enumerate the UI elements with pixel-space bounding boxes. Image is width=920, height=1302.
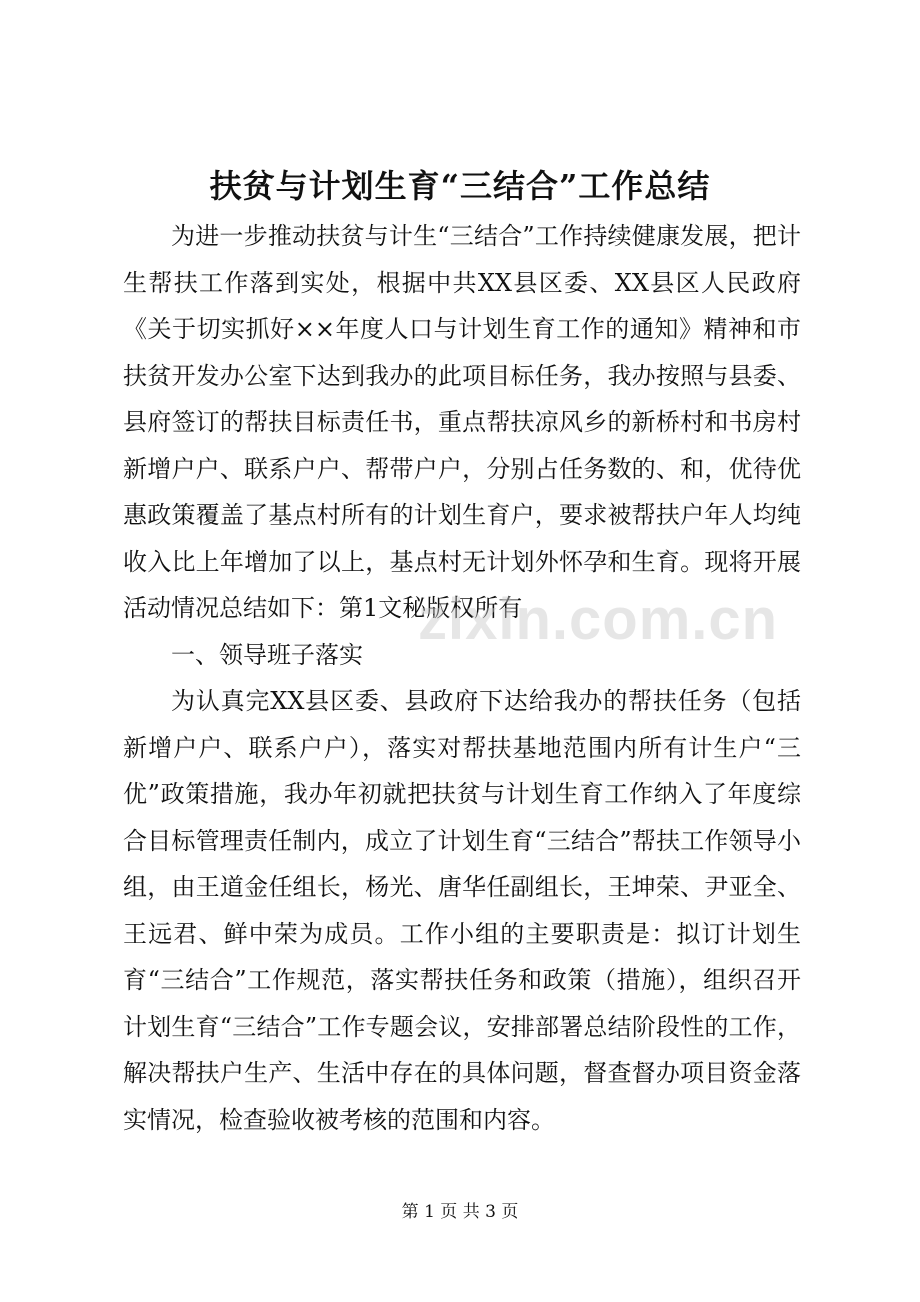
site-watermark: zixin.com.cn — [418, 587, 779, 652]
page-footer: 第 1 页 共 3 页 — [401, 1202, 519, 1222]
document-body — [123, 213, 801, 1143]
paragraph-intro: 为进一步推动扶贫与计生“三结合”工作持续健康发展，把计生帮扶工作落到实处，根据中共XX县区委、XX县区人民政府《关于切实抓好××年度人口与计划生育工作的通知》精神和市扶贫开发办公室下达到我办的此项目标任务，我办按照与县委、县府签订的帮扶目标责任书，重点帮扶凉风乡的新桥村和书房村新增户户、联系户户、帮带户户，分别占任务数的、和，优待优惠政策覆盖了基点村所有的计划生育户，要求被帮扶户年人均纯收入比上年增加了以上，基点村无计划外怀孕和生育。现将开展活动情况总结如下：第1文秘版权所有 — [123, 222, 801, 622]
paragraph-leadership: 为认真完XX县区委、县政府下达给我办的帮扶任务（包括新增户户、联系户户），落实对帮扶基地范围内所有计生户“三优”政策措施，我办年初就把扶贫与计划生育工作纳入了年度综合目标管理责任制内，成立了计划生育“三结合”帮扶工作领导小组，由王道金任组长，杨光、唐华任副组长，王坤荣、尹亚全、王远君、鲜中荣为成员。工作小组的主要职责是：拟订计划生育“三结合”工作规范，落实帮扶任务和政策（措施），组织召开计划生育“三结合”工作专题会议，安排部署总结阶段性的工作，解决帮扶户生产、生活中存在的具体问题，督查督办项目资金落实情况，检查验收被考核的范围和内容。 — [123, 687, 801, 1134]
document-title: 扶贫与计划生育“三结合”工作总结 — [209, 167, 711, 205]
section-heading-leadership: 一、领导班子落实 — [171, 640, 363, 669]
